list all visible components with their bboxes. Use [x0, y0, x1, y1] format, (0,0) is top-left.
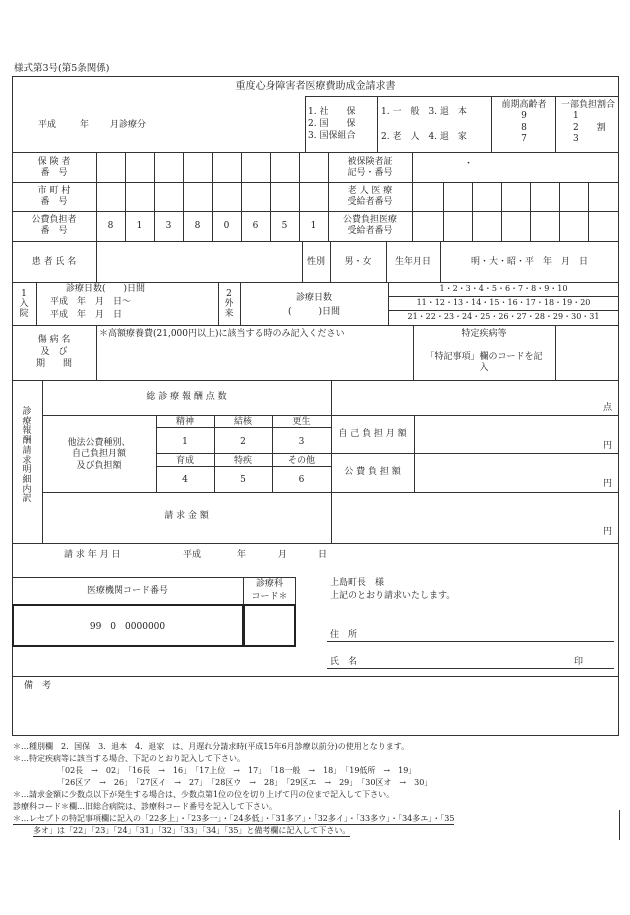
insurer-no-label: 保 険 者 番 号 [37, 157, 71, 179]
note-line: 「26区ア → 26」 「27区イ → 27」 「28区ウ → 28」 「29区エ → 29」 「30区オ → 30」 [57, 778, 433, 787]
insurance-type-1: 1. 社 保 [308, 107, 356, 117]
insured-card-label: 被保険者証 記号・番号 [347, 157, 393, 179]
dept-code-label: 診療科 [255, 579, 283, 589]
birth-label: 生年月日 [394, 257, 431, 267]
total-points-label: 総 診 療 報 酬 点 数 [146, 392, 227, 402]
category-name: 更生 [292, 417, 311, 427]
note-line: ＊…レセプトの特記事項欄に記入の「22多上」・「23多一」・「24多低」・「31多ア」・「32多イ」・「33多ウ」・「34多エ」・「35 [13, 814, 455, 823]
unit-yen: 円 [603, 527, 613, 537]
unit-yen: 円 [603, 441, 613, 451]
benefit-type-row1: 1. 一 般 3. 退 本 [381, 107, 467, 117]
name-label: 氏 名 [330, 657, 358, 667]
insurance-type-2: 2. 国 保 [308, 119, 356, 130]
public-pay-label: 公 費 負 担 額 [344, 467, 401, 477]
period-year: 年 [80, 120, 90, 130]
category-name: その他 [287, 456, 315, 466]
patient-name-label: 患 者 氏 名 [31, 257, 77, 267]
address-label: 住 所 [330, 630, 358, 640]
inpatient-from: 平成 年 月 日～ [50, 297, 132, 307]
unit-point: 点 [603, 403, 613, 413]
day-grid-row: 11・12・13・14・15・16・17・18・19・20 [416, 298, 591, 307]
other-public-label: 他法公費種別、 自己負担月額 及び負担額 [67, 438, 131, 471]
outpatient-days-count: ( )日間 [287, 307, 341, 317]
request-statement: 上記のとおり請求いたします。 [330, 591, 456, 601]
facility-code-label: 医療機関コード番号 [86, 586, 168, 596]
category-name: 結核 [233, 417, 252, 427]
insurance-type-3: 3. 国保組合 [308, 131, 356, 142]
outpatient-label: 2 外 来 [224, 289, 234, 319]
payer-digit: 6 [252, 221, 259, 231]
disease-note: ＊高額療養費(21,000円以上)に該当する時のみ記入ください [99, 329, 345, 339]
category-num: 5 [240, 475, 246, 485]
sex-value: 男・女 [344, 257, 372, 267]
elderly-recipient-label: 老 人 医 療 受給者番号 [347, 186, 393, 208]
note-line: ＊…請求金額に少数点以下が発生する場合は、少数点第1位の位を切り上げて円の位まで記入して下さい。 [13, 790, 395, 799]
birth-value: 明・大・昭・平 年 月 日 [470, 257, 588, 267]
note-line: 多オ」は「22」「23」「24」「31」「32」「33」「34」「35」と備考欄に記入して下さい。 [33, 826, 351, 835]
payer-digit: 0 [223, 221, 230, 231]
request-date-day: 日 [318, 550, 328, 560]
inpatient-days: 診療日数( )日間 [66, 284, 146, 294]
payer-digit: 8 [194, 221, 201, 231]
category-num: 4 [182, 475, 188, 485]
public-recipient-label: 公費負担医療 受給者番号 [342, 215, 397, 237]
public-payer-label: 公費負担者 番 号 [31, 215, 77, 237]
insured-card-dot: ・ [464, 159, 474, 169]
period-era: 平成 [38, 120, 57, 130]
form-title: 重度心身障害者医療費助成金請求書 [235, 81, 396, 92]
addressee: 上島町長 様 [330, 578, 385, 588]
sex-label: 性別 [306, 257, 325, 267]
note-line: ＊…種別欄 2．国保 3．退本 4．退家 は、月遅れ分請求時(平成15年6月診療以前分)の使用となります。 [13, 742, 410, 751]
unit-yen: 円 [603, 479, 613, 489]
category-num: 6 [298, 475, 305, 485]
day-grid-row: 21・22・23・24・25・26・27・28・29・30・31 [407, 312, 600, 321]
form-number: 様式第3号(第5条関係) [14, 63, 110, 74]
copay-ratio: 一部負担割合 1 2 割 3 [557, 100, 619, 145]
payer-digit: 1 [310, 221, 317, 231]
elderly-ratio: 前期高齢者 9 8 7 [493, 100, 555, 145]
category-num: 1 [182, 437, 188, 447]
claim-amount-label: 請 求 金 額 [164, 511, 209, 521]
benefit-type-row2: 2. 老 人 4. 退 家 [381, 132, 467, 142]
city-no-label: 市 町 村 番 号 [37, 186, 71, 208]
period-month: 月診療分 [110, 120, 147, 130]
payer-digit: 5 [281, 221, 288, 231]
disease-label: 傷 病 名 及 び 期 間 [35, 335, 72, 370]
note-line: 診療科コード＊欄…旧総合病院は、診療科コード番号を記入して下さい。 [13, 802, 277, 811]
seal-mark: 印 [574, 657, 584, 667]
category-name: 精神 [175, 417, 194, 427]
inpatient-label: 1 入 院 [19, 289, 29, 319]
dept-code-input[interactable] [243, 604, 296, 647]
category-num: 3 [298, 437, 305, 447]
category-name: 特疾 [233, 456, 252, 466]
facility-code-value: 99 0 0000000 [89, 622, 166, 632]
elderly-ratio-label: 前期高齢者 [501, 100, 547, 110]
remarks-label: 備 考 [24, 681, 52, 691]
note-line: 「02長 → 02」 「16長 → 16」 「17上位 → 17」 「18一般 → 18」 「19低所 → 19」 [57, 766, 417, 775]
payer-digit: 8 [107, 221, 114, 231]
request-date-label: 請 求 年 月 日 [64, 550, 121, 560]
request-date-month: 月 [278, 550, 288, 560]
copay-ratio-label: 一部負担割合 [560, 100, 615, 110]
outpatient-days: 診療日数 [295, 293, 332, 303]
request-date-year: 年 [237, 550, 247, 560]
special-disease-label: 特定疾病等 [461, 329, 507, 339]
payer-digit: 1 [136, 221, 143, 231]
remarks-field[interactable] [60, 680, 615, 732]
dept-code-label2: コード＊ [251, 592, 288, 602]
payer-digit: 3 [165, 221, 172, 231]
note-line: ＊…特定疾病等に該当する場合、下記のとおり記入して下さい。 [13, 754, 245, 763]
special-disease-note: 「特記事項」欄のコードを記 入 [425, 352, 543, 374]
request-date-era: 平成 [183, 550, 202, 560]
category-name: 育成 [175, 456, 194, 466]
claim-breakdown-label: 診療報酬請求明細内訳 [22, 407, 32, 505]
category-num: 2 [240, 437, 246, 447]
inpatient-to: 平成 年 月 日 [50, 310, 123, 320]
self-pay-label: 自 己 負 担 月 額 [338, 429, 407, 439]
day-grid-row: 1・2・3・4・5・6・7・8・9・10 [439, 284, 568, 293]
insurance-types [308, 106, 355, 142]
